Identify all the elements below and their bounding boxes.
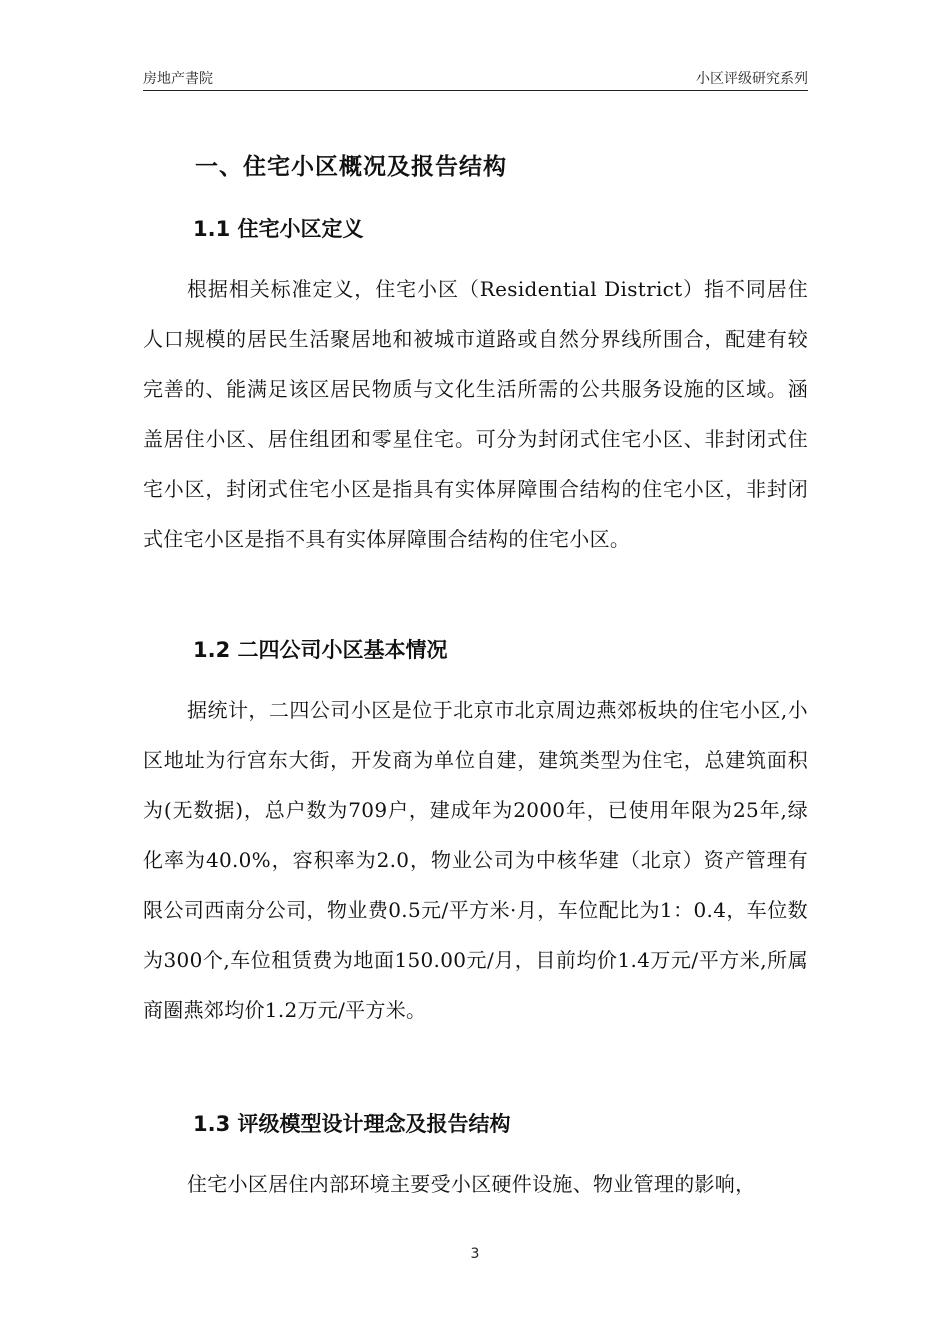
page-number: 3 xyxy=(470,1246,480,1262)
paragraph-rating-model: 住宅小区居住内部环境主要受小区硬件设施、物业管理的影响， xyxy=(187,1172,756,1196)
paragraph-residential-definition: 根据相关标准定义，住宅小区（Residential District）指不同居住人口规模的居民生活聚居地和被城市道路或自然分界线所围合，配建有较完善的、能满足该区居民物质与文化生活所需的公共服务设施的区域。涵盖居住小区、居住组团和零星住宅。可分为封闭式住宅小区、非封闭式住宅小区，封闭式住宅小区是指具有实体屏障围合结构的住宅小区，非封闭式住宅小区是指不具有实体屏障围合结构的住宅小区。 xyxy=(143,277,808,551)
subsection-heading-1-2: 1.2 二四公司小区基本情况 xyxy=(193,638,448,662)
subsection-heading-1-3: 1.3 评级模型设计理念及报告结构 xyxy=(193,1112,511,1136)
subsection-heading-1-1: 1.1 住宅小区定义 xyxy=(193,217,364,241)
paragraph-community-basics: 据统计，二四公司小区是位于北京市北京周边燕郊板块的住宅小区,小区地址为行宫东大街，开发商为单位自建，建筑类型为住宅，总建筑面积为(无数据)，总户数为709户，建成年为2000年，已使用年限为25年,绿化率为40.0%，容积率为2.0，物业公司为中核华建（北京）资产管理有限公司西南分公司，物业费0.5元/平方米·月，车位配比为1：0.4，车位数为300个,车位租赁费为地面150.00元/月，目前均价1.4万元/平方米,所属商圈燕郊均价1.2万元/平方米。 xyxy=(143,698,808,1022)
section-heading-1: 一、住宅小区概况及报告结构 xyxy=(195,154,507,180)
header-left-title: 房地产書院 xyxy=(143,71,213,87)
header-right-title: 小区评级研究系列 xyxy=(696,71,808,87)
page-header xyxy=(143,64,808,91)
